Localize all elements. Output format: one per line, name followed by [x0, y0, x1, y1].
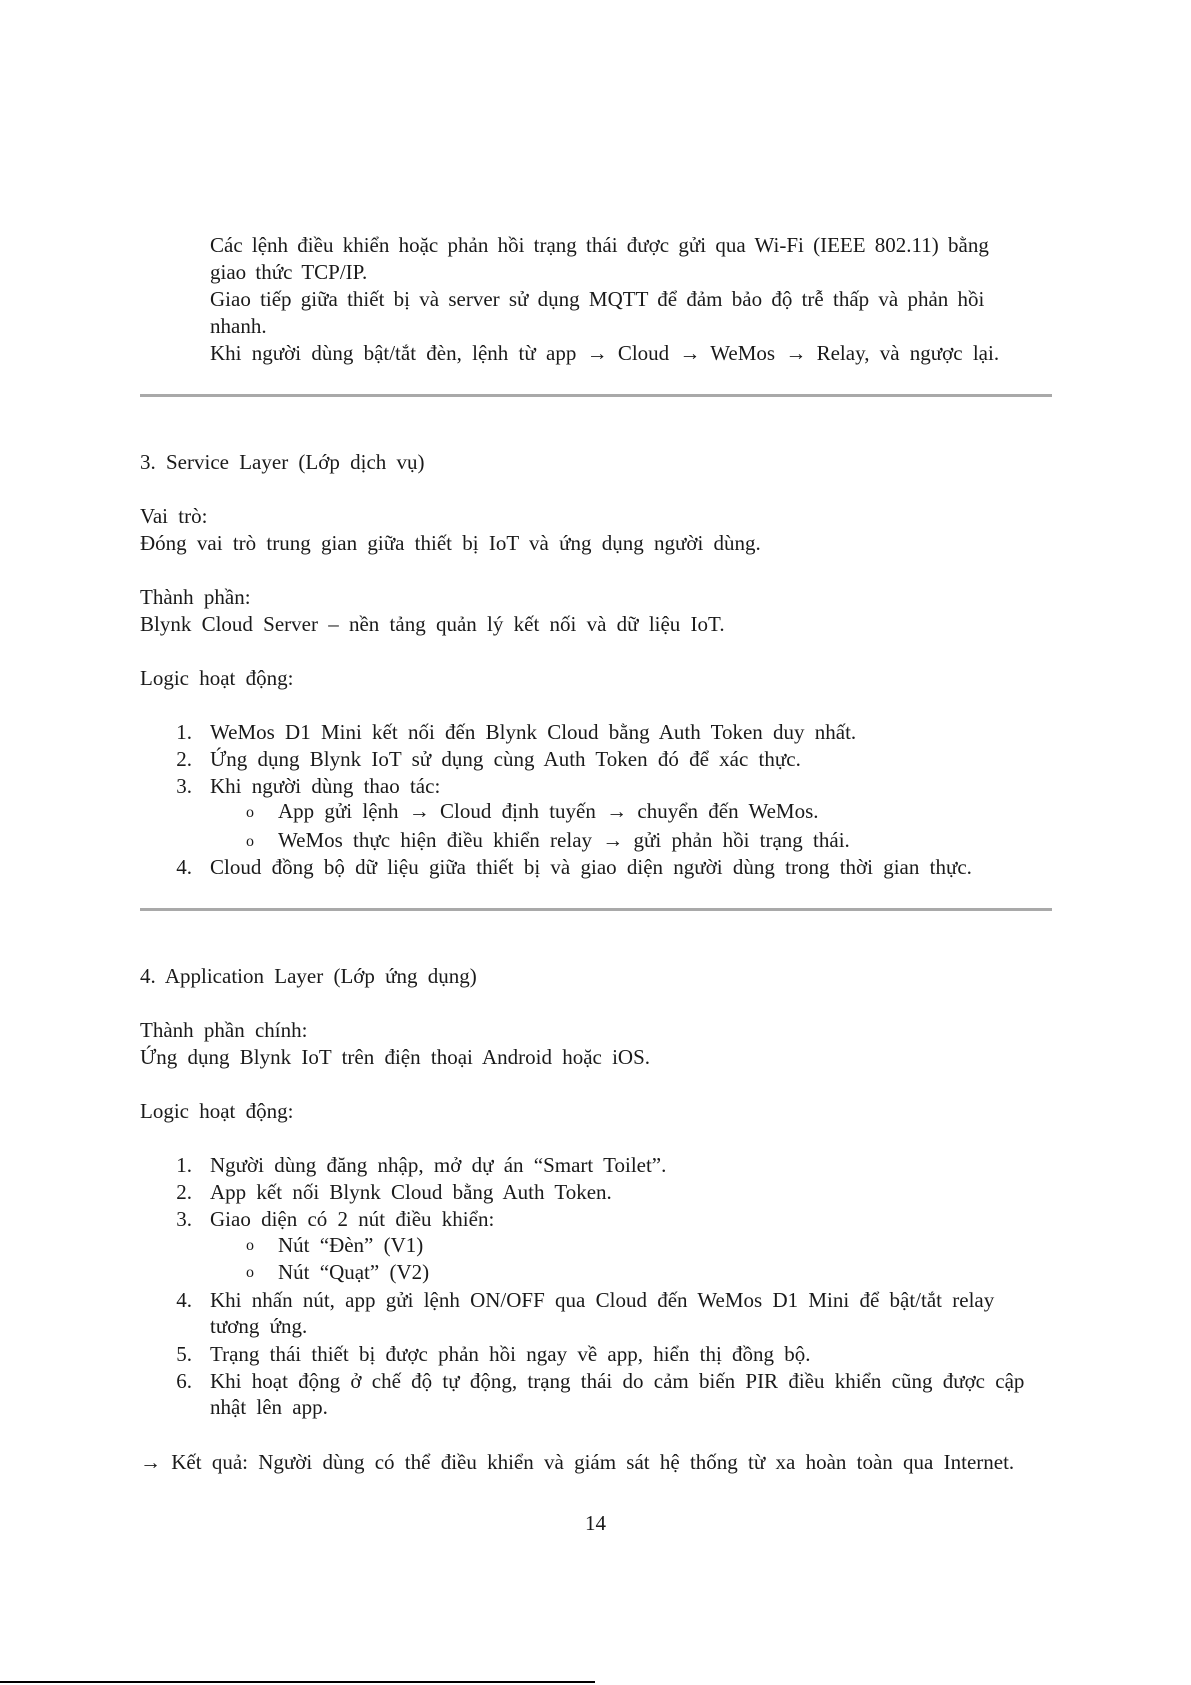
page-number: 14 — [585, 1511, 606, 1535]
sub-list-item: App gửi lệnh → Cloud định tuyến → chuyển đến WeMos. — [278, 799, 819, 823]
list-item: Ứng dụng Blynk IoT sử dụng cùng Auth Token đó để xác thực. — [210, 747, 801, 771]
component-label: Thành phần chính: — [140, 1018, 308, 1042]
list-number: 5. — [176, 1342, 192, 1366]
sub-list-item: Nút “Quạt” (V2) — [278, 1260, 430, 1284]
sub-bullet-icon: o — [246, 1264, 254, 1281]
role-label: Vai trò: — [140, 504, 208, 528]
sub-list-item: Nút “Đèn” (V1) — [278, 1233, 424, 1257]
component-label: Thành phần: — [140, 585, 251, 609]
logic-label: Logic hoạt động: — [140, 666, 294, 690]
list-number: 1. — [176, 720, 192, 744]
divider — [140, 908, 1052, 911]
list-item: Trạng thái thiết bị được phản hồi ngay về app, hiển thị đồng bộ. — [210, 1342, 811, 1366]
sub-bullet-icon: o — [246, 833, 254, 850]
footer-rule — [0, 1681, 595, 1683]
list-item: Khi người dùng thao tác: — [210, 774, 441, 798]
list-number: 3. — [176, 1207, 192, 1231]
section-heading: 4. Application Layer (Lớp ứng dụng) — [140, 964, 477, 988]
sub-bullet-icon: o — [246, 1237, 254, 1254]
list-item: Khi nhấn nút, app gửi lệnh ON/OFF qua Cloud đến WeMos D1 Mini để bật/tắt relay tương ứng. — [210, 1288, 995, 1338]
logic-label: Logic hoạt động: — [140, 1099, 294, 1123]
list-number: 2. — [176, 747, 192, 771]
sub-bullet-icon: o — [246, 804, 254, 821]
bullet-item: Giao tiếp giữa thiết bị và server sử dụng MQTT để đảm bảo độ trễ thấp và phản hồi nhanh. — [210, 287, 985, 338]
component-text: Ứng dụng Blynk IoT trên điện thoại Android hoặc iOS. — [140, 1045, 651, 1069]
role-text: Đóng vai trò trung gian giữa thiết bị IoT và ứng dụng người dùng. — [140, 531, 761, 555]
divider — [140, 394, 1052, 397]
list-item: App kết nối Blynk Cloud bằng Auth Token. — [210, 1180, 612, 1204]
list-item: Khi hoạt động ở chế độ tự động, trạng thái do cảm biến PIR điều khiển cũng được cập nhật lên app. — [210, 1369, 1025, 1419]
bullet-item: Khi người dùng bật/tắt đèn, lệnh từ app → Cloud → WeMos → Relay, và ngược lại. — [210, 341, 1000, 365]
list-number: 6. — [176, 1369, 192, 1393]
list-item: Giao diện có 2 nút điều khiển: — [210, 1207, 495, 1231]
list-number: 4. — [176, 855, 192, 879]
list-number: 2. — [176, 1180, 192, 1204]
list-item: Cloud đồng bộ dữ liệu giữa thiết bị và giao diện người dùng trong thời gian thực. — [210, 855, 972, 879]
list-item: Người dùng đăng nhập, mở dự án “Smart Toilet”. — [210, 1153, 667, 1177]
section-heading: 3. Service Layer (Lớp dịch vụ) — [140, 450, 425, 474]
list-number: 1. — [176, 1153, 192, 1177]
result-text: → Kết quả: Người dùng có thể điều khiển và giám sát hệ thống từ xa hoàn toàn qua Internet. — [140, 1450, 1015, 1474]
sub-list-item: WeMos thực hiện điều khiển relay → gửi phản hồi trạng thái. — [278, 828, 850, 852]
list-number: 3. — [176, 774, 192, 798]
component-text: Blynk Cloud Server – nền tảng quản lý kết nối và dữ liệu IoT. — [140, 612, 725, 636]
list-number: 4. — [176, 1288, 192, 1312]
list-item: WeMos D1 Mini kết nối đến Blynk Cloud bằng Auth Token duy nhất. — [210, 720, 857, 744]
bullet-item: Các lệnh điều khiển hoặc phản hồi trạng thái được gửi qua Wi-Fi (IEEE 802.11) bằng giao thức TCP/IP. — [210, 233, 989, 284]
